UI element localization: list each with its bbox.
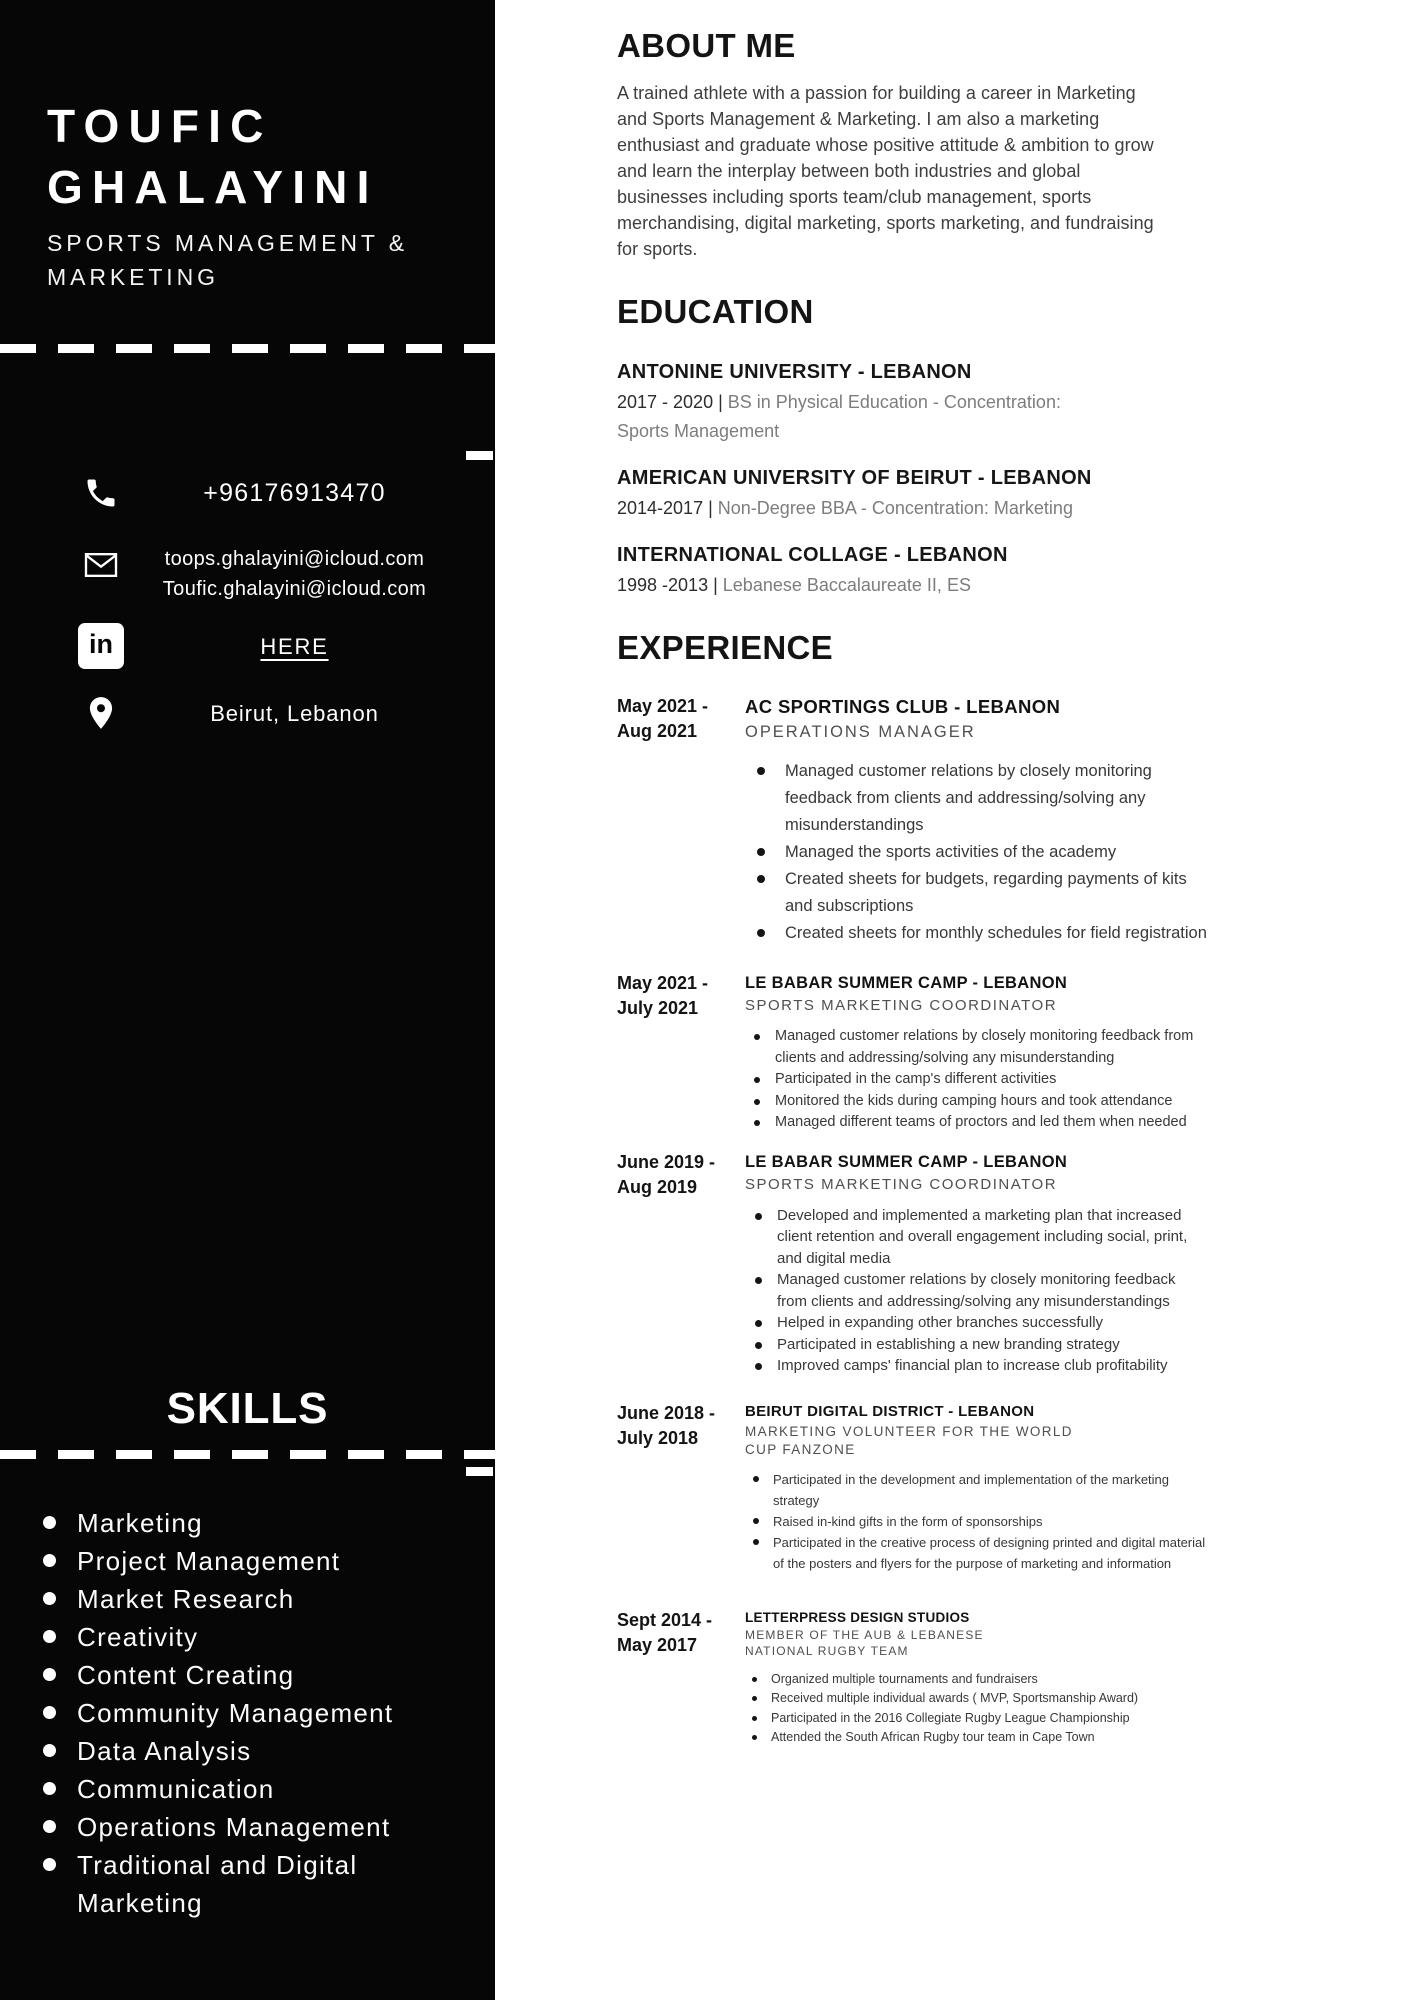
job-dates <box>617 1401 745 1574</box>
job-bullet-list <box>745 1670 1207 1748</box>
sidebar <box>0 0 495 2000</box>
education-detail <box>617 494 1117 523</box>
person-title: SPORTS MANAGEMENT & MARKETING <box>47 230 408 290</box>
job-bullet: Managed customer relations by closely monitoring feedback from clients and addressing/solving any misunderstandings <box>745 1269 1207 1312</box>
linkedin-icon: in <box>78 623 124 669</box>
job-date-end: May 2017 <box>617 1634 698 1655</box>
job-role: SPORTS MARKETING COORDINATOR <box>745 997 1058 1014</box>
job-role: MARKETING VOLUNTEER FOR THE WORLD CUP FANZONE <box>745 1423 1073 1457</box>
person-name-line2: GHALAYINI <box>47 161 379 213</box>
job-role: MEMBER OF THE AUB & LEBANESE NATIONAL RUGBY TEAM <box>745 1627 984 1658</box>
job-date-start: May 2021 - <box>617 696 709 716</box>
skill-item: Data Analysis <box>43 1732 487 1770</box>
job-body <box>745 1608 1207 1748</box>
job-company: LE BABAR SUMMER CAMP - LEBANON <box>745 974 1068 992</box>
education-school: ANTONINE UNIVERSITY - LEBANON <box>617 361 972 383</box>
envelope-icon <box>78 542 124 588</box>
job-company: LE BABAR SUMMER CAMP - LEBANON <box>745 1152 1068 1171</box>
contact-phone-row <box>0 470 495 516</box>
contact-linkedin-row <box>0 623 495 671</box>
job-bullet: Participated in the 2016 Collegiate Rugby League Championship <box>745 1709 1207 1729</box>
job-bullet: Created sheets for budgets, regarding payments of kits and subscriptions <box>745 866 1207 920</box>
experience-entry <box>617 694 1207 947</box>
education-entry <box>617 464 1207 523</box>
job-role: OPERATIONS MANAGER <box>745 723 976 741</box>
job-bullet: Received multiple individual awards ( MVP, Sportsmanship Award) <box>745 1689 1207 1709</box>
person-name-line1: TOUFIC <box>47 100 273 152</box>
experience-list <box>617 694 1207 1748</box>
education-degree: Lebanese Baccalaureate II, ES <box>722 575 971 595</box>
job-date-start: Sept 2014 - <box>617 1609 713 1630</box>
job-dates <box>617 694 745 947</box>
skill-item: Market Research <box>43 1580 487 1618</box>
job-date-end: July 2018 <box>617 1427 699 1448</box>
job-company: AC SPORTINGS CLUB - LEBANON <box>745 696 1061 717</box>
job-date-start: June 2019 - <box>617 1151 716 1172</box>
experience-entry <box>617 971 1207 1134</box>
job-dates <box>617 971 745 1134</box>
location-pin-icon <box>78 690 124 736</box>
about-paragraph: A trained athlete with a passion for building a career in Marketing and Sports Management & Marketing. I am also a marketing enthusiast and graduate whose positive attitude & ambition to grow and learn the interplay between both industries and global businesses including sports team/club management, sports merchandising, digital marketing, sports marketing, and fundraising for sports. <box>617 83 1154 259</box>
skills-heading: SKILLS <box>166 1384 329 1433</box>
skill-item: Communication <box>43 1770 487 1808</box>
job-bullet-list <box>745 1205 1207 1377</box>
job-body <box>745 1401 1207 1574</box>
job-company: LETTERPRESS DESIGN STUDIOS <box>745 1609 970 1625</box>
skill-item: Community Management <box>43 1694 487 1732</box>
job-role: SPORTS MARKETING COORDINATOR <box>745 1175 1058 1193</box>
skill-item: Content Creating <box>43 1656 487 1694</box>
job-dates <box>617 1150 745 1377</box>
job-date-end: July 2021 <box>617 998 699 1018</box>
job-bullet-list <box>745 1469 1207 1574</box>
education-degree: BS in Physical Education - Concentration: Sports Management <box>617 392 1061 441</box>
skill-item: Creativity <box>43 1618 487 1656</box>
job-bullet: Participated in the development and implementation of the marketing strategy <box>745 1469 1207 1511</box>
skill-item: Operations Management <box>43 1808 487 1846</box>
divider-dash-accent-bottom <box>466 1467 493 1476</box>
email-address-1: toops.ghalayini@icloud.com <box>164 548 425 570</box>
education-dates: 1998 -2013 | <box>617 575 718 595</box>
skill-item: Project Management <box>43 1542 487 1580</box>
job-company: BEIRUT DIGITAL DISTRICT - LEBANON <box>745 1402 1035 1420</box>
education-entry <box>617 541 1207 600</box>
job-bullet: Managed different teams of proctors and led them when needed <box>745 1112 1207 1134</box>
email-addresses <box>132 544 457 604</box>
job-bullet-list <box>745 1026 1207 1134</box>
job-bullet: Participated in the creative process of designing printed and digital material of the posters and flyers for the purpose of marketing and information <box>745 1532 1207 1574</box>
dashed-divider-skills <box>0 1450 495 1459</box>
dashed-divider-top <box>0 344 495 353</box>
job-body <box>745 971 1207 1134</box>
job-bullet: Managed customer relations by closely monitoring feedback from clients and addressing/solving any misunderstanding <box>745 1026 1207 1069</box>
education-detail <box>617 571 1117 600</box>
education-detail <box>617 388 1117 446</box>
skills-list <box>43 1504 487 1922</box>
job-bullet-list <box>745 758 1207 947</box>
about-heading: ABOUT ME <box>617 27 796 64</box>
job-bullet: Managed the sports activities of the academy <box>745 839 1207 866</box>
person-name <box>47 96 379 218</box>
job-body <box>745 1150 1207 1377</box>
education-school: AMERICAN UNIVERSITY OF BEIRUT - LEBANON <box>617 467 1092 489</box>
education-dates: 2017 - 2020 | <box>617 392 723 412</box>
job-body <box>745 694 1207 947</box>
education-entry <box>617 358 1207 446</box>
job-bullet: Developed and implemented a marketing plan that increased client retention and overall engagement including social, print, and digital media <box>745 1205 1207 1270</box>
job-bullet: Managed customer relations by closely monitoring feedback from clients and addressing/solving any misunderstandings <box>745 758 1207 839</box>
job-bullet: Attended the South African Rugby tour team in Cape Town <box>745 1728 1207 1748</box>
phone-number: +96176913470 <box>203 479 386 507</box>
job-date-start: May 2021 - <box>617 973 709 993</box>
linkedin-link[interactable]: HERE <box>260 634 329 659</box>
divider-dash-accent-top <box>466 451 493 460</box>
experience-heading: EXPERIENCE <box>617 629 834 666</box>
job-bullet: Raised in-kind gifts in the form of sponsorships <box>745 1511 1207 1532</box>
contact-location-row <box>0 690 495 740</box>
education-list <box>617 358 1207 600</box>
job-bullet: Created sheets for monthly schedules for field registration <box>745 920 1207 947</box>
education-heading: EDUCATION <box>617 293 814 330</box>
job-bullet: Participated in the camp's different activities <box>745 1069 1207 1091</box>
location-text: Beirut, Lebanon <box>210 701 379 726</box>
job-date-end: Aug 2019 <box>617 1176 698 1197</box>
job-bullet: Participated in establishing a new branding strategy <box>745 1334 1207 1356</box>
job-dates <box>617 1608 745 1748</box>
main-column <box>495 0 1207 1748</box>
education-school: INTERNATIONAL COLLAGE - LEBANON <box>617 544 1008 566</box>
skill-item: Traditional and Digital Marketing <box>43 1846 487 1922</box>
phone-icon <box>78 470 124 516</box>
job-bullet: Organized multiple tournaments and fundraisers <box>745 1670 1207 1690</box>
experience-entry <box>617 1401 1207 1574</box>
education-degree: Non-Degree BBA - Concentration: Marketing <box>717 498 1073 518</box>
education-dates: 2014-2017 | <box>617 498 713 518</box>
email-address-2: Toufic.ghalayini@icloud.com <box>162 578 427 600</box>
job-bullet: Monitored the kids during camping hours and took attendance <box>745 1091 1207 1113</box>
experience-entry <box>617 1608 1207 1748</box>
contact-email-row <box>0 542 495 612</box>
job-bullet: Improved camps' financial plan to increase club profitability <box>745 1355 1207 1377</box>
skill-item: Marketing <box>43 1504 487 1542</box>
job-bullet: Helped in expanding other branches successfully <box>745 1312 1207 1334</box>
experience-entry <box>617 1150 1207 1377</box>
job-date-start: June 2018 - <box>617 1402 716 1423</box>
job-date-end: Aug 2021 <box>617 721 698 741</box>
